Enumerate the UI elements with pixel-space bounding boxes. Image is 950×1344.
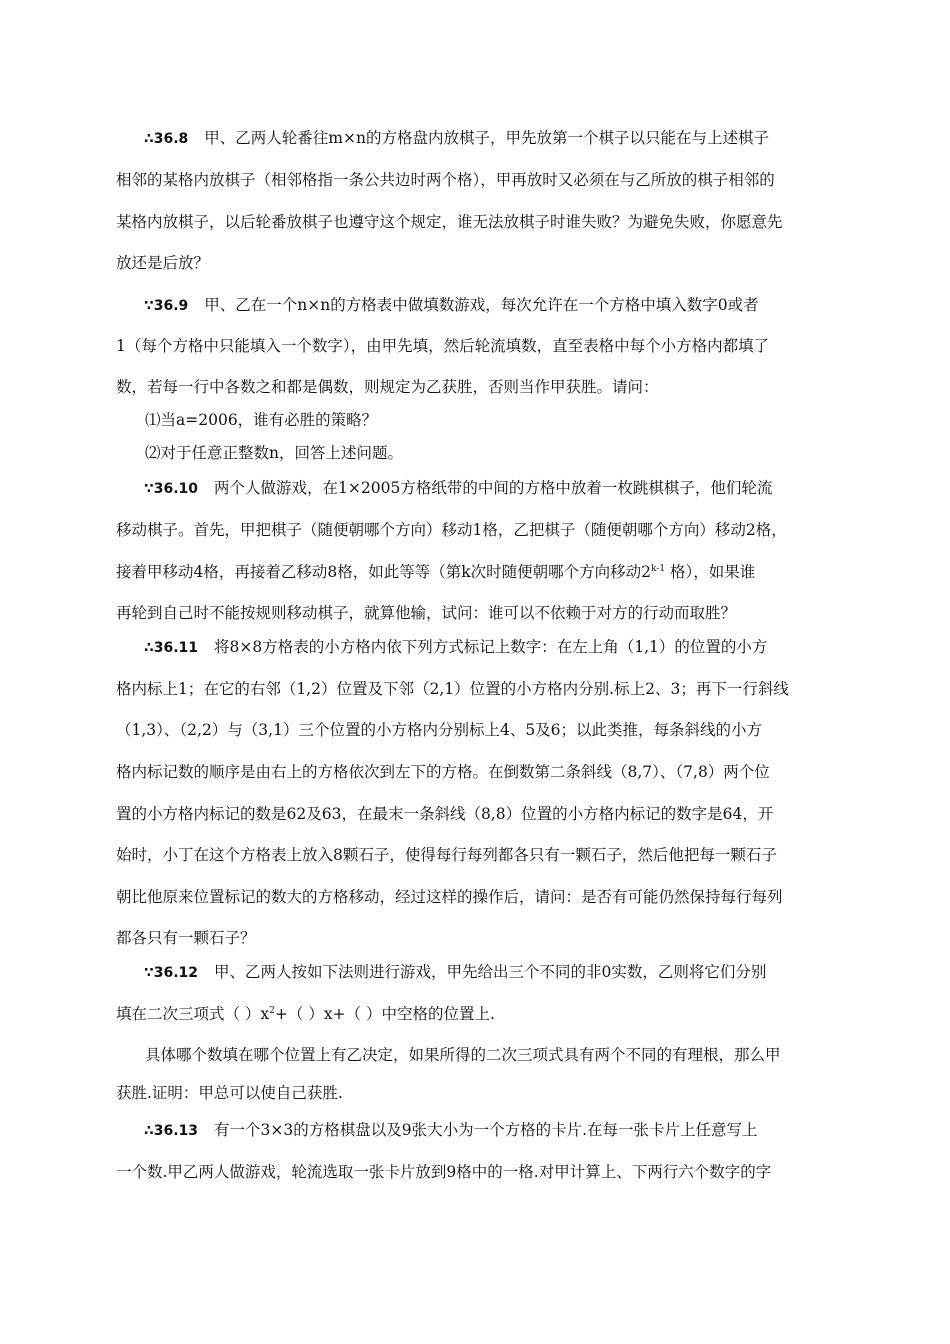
problem-marker: ∴	[144, 1123, 154, 1139]
problem-36-10-line-3: 接着甲移动4格，再接着乙移动8格，如此等等（第k次时随便朝哪个方向移动2$^{k-1}$ 格），如果谁	[116, 563, 756, 581]
problem-36-13-line-2: 一个数.甲乙两人做游戏，轮流选取一张卡片放到9格中的一格.对甲计算上、下两行六个数字的字	[116, 1163, 772, 1181]
problem-36-11-line-7: 朝比他原来位置标记的数大的方格移动，经过这样的操作后，请问：是否有可能仍然保持每行每列	[116, 888, 783, 906]
problem-36-10-line-1: ∵36.10 两个人做游戏，在1×2005方格纸带的中间的方格中放着一枚跳棋棋子，他们轮流	[144, 479, 773, 497]
problem-36-8-line-2: 相邻的某格内放棋子（相邻格指一条公共边时两个格），甲再放时又必须在与乙所放的棋子相邻的	[116, 171, 775, 189]
problem-36-12-line-3: 具体哪个数填在哪个位置上有乙决定，如果所得的二次三项式具有两个不同的有理根，那么甲	[145, 1046, 781, 1064]
problem-36-12-line-2: 填在二次三项式（ ）$x^2+$（ ）x+（ ）中空格的位置上.	[116, 1005, 495, 1023]
problem-36-9-line-1: ∵36.9 甲、乙在一个n×n的方格表中做填数游戏，每次允许在一个方格中填入数字0或者	[144, 296, 759, 314]
problem-marker: ∵	[144, 298, 154, 314]
problem-marker: ∵	[144, 965, 154, 981]
problem-number: 36.9	[153, 298, 189, 314]
problem-36-9-line-4: ⑴当a=2006，谁有必胜的策略？	[145, 411, 378, 429]
problem-36-11-line-3: （1,3）、（2,2）与（3,1）三个位置的小方格内分别标上4、5及6；以此类推，每条斜线的小方	[116, 721, 763, 739]
problem-number: 36.13	[153, 1123, 199, 1139]
problem-36-10-line-4: 再轮到自己时不能按规则移动棋子，就算他输，试问：谁可以不依赖于对方的行动而取胜？	[116, 604, 737, 622]
problem-number: 36.12	[153, 965, 199, 981]
problem-number: 36.11	[153, 640, 199, 656]
problem-36-11-line-6: 始时，小丁在这个方格表上放入8颗石子，使得每行每列都各只有一颗石子，然后他把每一颗石子	[116, 846, 777, 864]
problem-number: 36.8	[153, 131, 189, 147]
problem-36-9-line-3: 数，若每一行中各数之和都是偶数，则规定为乙获胜，否则当作甲获胜。请问：	[116, 378, 659, 396]
problem-36-11-line-8: 都各只有一颗石子？	[116, 929, 256, 947]
problem-36-8-line-4: 放还是后放？	[116, 254, 210, 272]
problem-36-12-line-1: ∵36.12 甲、乙两人按如下法则进行游戏，甲先给出三个不同的非0实数，乙则将它们分别	[144, 963, 767, 981]
problem-marker: ∵	[144, 481, 154, 497]
problem-36-11-line-2: 格内标上1；在它的右邻（1,2）位置及下邻（2,1）位置的小方格内分别.标上2、3；再下一行斜线	[116, 680, 789, 698]
problem-36-13-line-1: ∴36.13 有一个3×3的方格棋盘以及9张大小为一个方格的卡片.在每一张卡片上任意写上	[144, 1121, 758, 1139]
problem-36-11-line-1: ∴36.11 将8×8方格表的小方格内依下列方式标记上数字：在左上角（1,1）的位置的小方	[144, 638, 768, 656]
problem-36-8-line-3: 某格内放棋子，以后轮番放棋子也遵守这个规定，谁无法放棋子时谁失败？为避免失败，你愿意先	[116, 213, 783, 231]
problem-marker: ∴	[144, 640, 154, 656]
problem-36-11-line-5: 置的小方格内标记的数是62及63，在最末一条斜线（8,8）位置的小方格内标记的数字是64，开	[116, 805, 774, 823]
problem-36-8-line-1: ∴36.8 甲、乙两人轮番往m×n的方格盘内放棋子，甲先放第一个棋子以只能在与上述棋子	[144, 129, 769, 147]
problem-number: 36.10	[153, 481, 199, 497]
problem-36-11-line-4: 格内标记数的顺序是由右上的方格依次到左下的方格。在倒数第二条斜线（8,7）、（7,8）两个位	[116, 763, 770, 781]
problem-marker: ∴	[144, 131, 154, 147]
problem-36-10-line-2: 移动棋子。首先，甲把棋子（随便朝哪个方向）移动1格，乙把棋子（随便朝哪个方向）移动2格，	[116, 521, 787, 539]
problem-36-12-line-4: 获胜.证明：甲总可以使自己获胜.	[116, 1084, 343, 1102]
problem-36-9-line-5: ⑵对于任意正整数n，回答上述问题。	[145, 444, 403, 462]
problem-36-9-line-2: 1（每个方格中只能填入一个数字），由甲先填，然后轮流填数，直至表格中每个小方格内都填了	[116, 337, 770, 355]
